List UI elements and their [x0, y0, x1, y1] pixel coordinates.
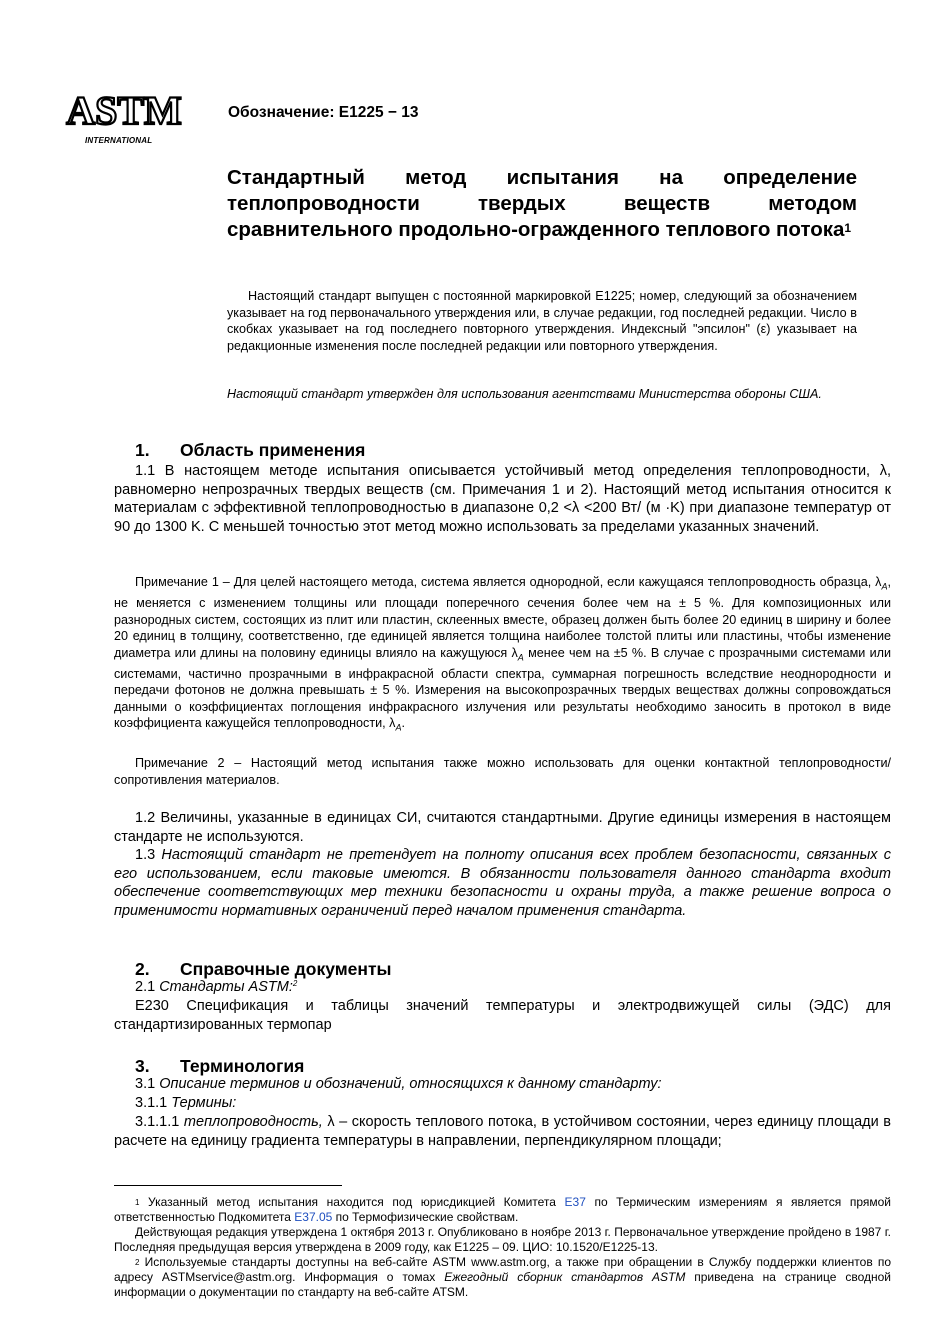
section-3-number: 3. — [135, 1056, 150, 1076]
paragraph-2-1 — [135, 979, 297, 995]
paragraph-1-1: 1.1 В настоящем методе испытания описывается устойчивый метод определения теплопроводности, λ, равномерно непрозрачных твердых веществ (см. Примечания 1 и 2). Настоящий метод испытания относится к материалам с эффективной теплопроводностью в диапазоне 0,2 <λ <200 Вт/ (м ·K) при диапазоне температур от 90 до 1300 K. С меньшей точностью этот метод можно использовать за пределами указанных значений. — [114, 463, 891, 536]
note-1-part-a: Примечание 1 – Для целей настоящего метода, система является однородной, если кажущаяся теплопроводность образца, λ — [135, 575, 882, 589]
section-1-number: 1. — [135, 440, 150, 460]
note-1-part-c: менее чем на ±5 %. В случае с прозрачными системами или системами, частично прозрачными в инфракрасной области спектра, суммарная погрешность вследствие неоднородности и передачи фотонов не должна превышать ± 5 %. Измерения на высокопрозрачных твердых веществах должны сопровождаться данными о коэффициентах поглощения инфракрасного излучения или результаты необходимо заносить в протокол в виде коэффициента кажущейся теплопроводности, λ — [114, 645, 891, 731]
document-title — [227, 165, 857, 243]
footnote-1-text-b: по Термическим измерениям я является прямой ответственностью Подкомитета — [114, 1195, 891, 1224]
paragraph-1-2: 1.2 Величины, указанные в единицах СИ, считаются стандартными. Другие единицы измерения в настоящем стандарте не используются. — [114, 810, 891, 845]
paragraph-3-1-1-text: Термины: — [171, 1095, 237, 1111]
paragraph-3-1-1-1-text: λ – скорость теплового потока, в устойчивом состоянии, через единицу площади в расчете на единицу градиента температуры в направлении, перпендикулярном площади; — [114, 1114, 892, 1149]
paragraph-3-1-1 — [135, 1095, 236, 1111]
section-2-number: 2. — [135, 959, 150, 979]
note-1-end: . — [401, 716, 405, 731]
reference-e230: E230 Спецификация и таблицы значений температуры и электродвижущей силы (ЭДС) для стандартизированных термопар — [114, 998, 891, 1033]
committee-e37-link[interactable]: E37 — [564, 1195, 586, 1209]
astm-logo-international: INTERNATIONAL — [85, 136, 153, 145]
paragraph-3-1-1-1-number: 3.1.1.1 — [135, 1114, 184, 1130]
paragraph-3-1-1-number: 3.1.1 — [135, 1095, 172, 1111]
intro-dod-note: Настоящий стандарт утвержден для использования агентствами Министерства обороны США. — [227, 387, 822, 401]
paragraph-1-3-number: 1.3 — [135, 847, 162, 863]
footnote-1-edition: Действующая редакция утверждена 1 октября 2013 г. Опубликовано в ноябре 2013 г. Первоначальное утверждение пройдено в 1987 г. Последняя предыдущая версия утверждена в 2009 году, как E1225 – 09. ЦИО: 10.1520/E1225-13. — [114, 1225, 891, 1254]
note-2: Примечание 2 – Настоящий метод испытания также можно использовать для оценки контактной теплопроводности/сопротивления материалов. — [114, 756, 891, 787]
footnote-2-annual-book: Ежегодный сборник стандартов ASTM — [444, 1270, 686, 1284]
paragraph-3-1 — [135, 1076, 662, 1092]
section-2-heading — [135, 959, 392, 980]
paragraph-1-3 — [114, 846, 891, 921]
term-thermal-conductivity: теплопроводность, — [183, 1114, 323, 1130]
paragraph-1-3-text: Настоящий стандарт не претендует на полноту описания всех проблем безопасности, связанных с его использованием, если таковые имеются. В обязанности пользователя данного стандарта входит обеспечение соответствующих мер техники безопасности и охраны труда, а также решение вопроса о применимости нормативных ограничений перед началом применения стандарта. — [114, 847, 891, 920]
paragraph-2-1-number: 2.1 — [135, 979, 160, 995]
footnote-divider — [114, 1185, 342, 1186]
section-1-title: Область применения — [180, 440, 366, 460]
footnote-2-text-b: приведена на странице сводной информации о документации по стандарту на веб-сайте ATSM. — [114, 1270, 891, 1299]
note-1-subscript-3: A — [395, 722, 402, 733]
footnote-2 — [114, 1255, 891, 1300]
section-3-title: Терминология — [180, 1056, 305, 1076]
paragraph-2-1-text: Стандарты ASTM: — [159, 979, 293, 995]
section-2-title: Справочные документы — [180, 959, 392, 979]
note-1-part-b: , не меняется с изменением толщины или площади поперечного сечения более чем на ± 5 %. Для композиционных или разнородных систем, состоящих из плит или пластин, склеенных вместе, образец должен быть более 20 единиц в ширину и более 20 единиц в толщину, соответственно, где единицей является толщина наиболее толстой плиты или пластины, чтобы изменение диаметра или длины на половину единицы влияло на кажущуюся λ — [114, 575, 891, 660]
astm-logo-mark: ASTM — [66, 88, 182, 133]
footnote-1-text-c: по Термофизические свойствам. — [332, 1210, 519, 1224]
intro-paragraph: Настоящий стандарт выпущен с постоянной маркировкой E1225; номер, следующий за обозначением указывает на год первоначального утверждения или, в случае редакции, год последней редакции. Число в скобках указывает на год последнего повторного утверждения. Индексный "эпсилон" (ε) указывает на редакционные изменения после последней редакции или повторного утверждения. — [227, 289, 857, 353]
footnote-1-text-a: Указанный метод испытания находится под юрисдикцией Комитета — [139, 1195, 565, 1209]
note-1 — [114, 574, 891, 736]
note-1-subscript: A — [881, 581, 888, 592]
title-text: Стандартный метод испытания на определение теплопроводности твердых веществ методом сравнительного продольно-огражденного теплового потока — [227, 166, 857, 241]
designation: Обозначение: E1225 − 13 — [228, 104, 419, 121]
section-1-heading — [135, 440, 365, 461]
note-1-subscript-2: A — [517, 652, 524, 663]
footnote-1-mark: 1 — [135, 1198, 140, 1207]
footnote-2-mark: 2 — [135, 1258, 140, 1267]
paragraph-2-1-footnote-mark[interactable]: 2 — [292, 979, 298, 988]
footnote-1 — [114, 1195, 891, 1225]
subcommittee-e37-05-link[interactable]: E37.05 — [294, 1210, 333, 1224]
footnote-2-text-a: Используемые стандарты доступны на веб-сайте ASTM www.astm.org, а также при обращении в Службу поддержки клиентов по адресу ASTMservice@astm.org. Информация о томах — [114, 1255, 891, 1284]
paragraph-3-1-1-1 — [114, 1113, 891, 1150]
title-footnote-mark[interactable]: 1 — [844, 221, 852, 235]
section-3-heading — [135, 1056, 304, 1077]
paragraph-3-1-text: Описание терминов и обозначений, относящихся к данному стандарту: — [159, 1076, 662, 1092]
paragraph-3-1-number: 3.1 — [135, 1076, 160, 1092]
